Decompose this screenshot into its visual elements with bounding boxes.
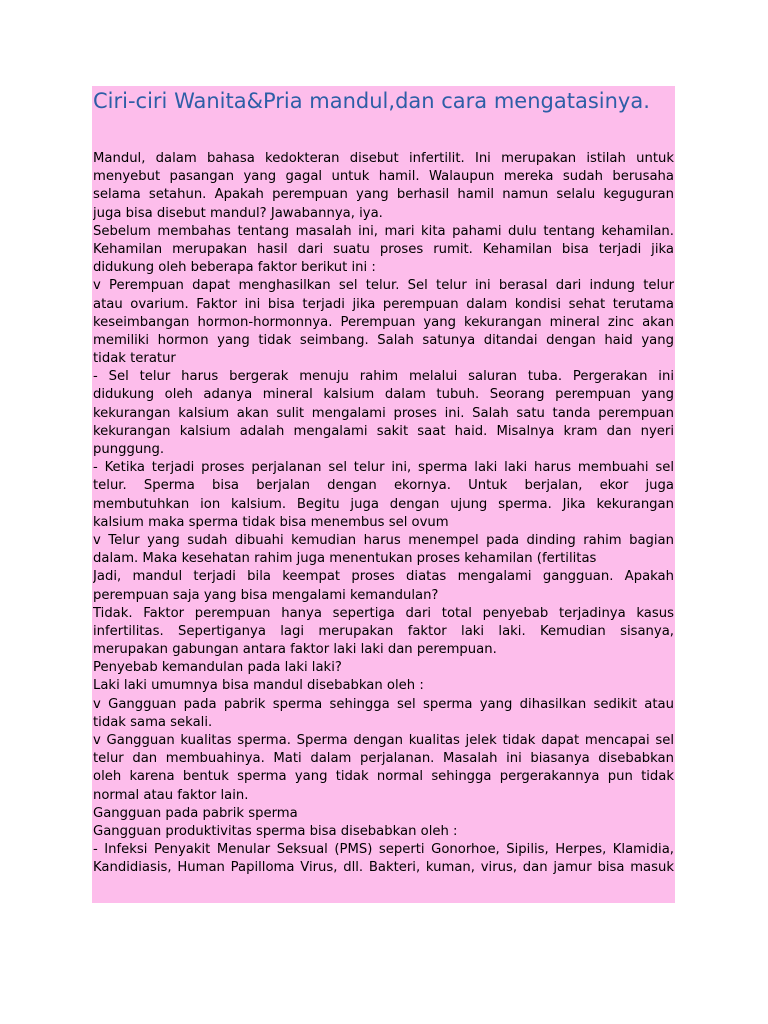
body-line: v Gangguan pada pabrik sperma sehingga sel sperma yang dihasilkan sedikit atau [93,696,674,712]
body-line: telur dan membuahinya. Mati dalam perjalanan. Masalah ini biasanya disebabkan [93,751,674,767]
body-line: juga bisa disebut mandul? Jawabannya, iya. [93,205,383,221]
body-line: v Perempuan dapat menghasilkan sel telur. Sel telur ini berasal dari indung telur [93,278,674,294]
body-line: perempuan saja yang bisa mengalami kemandulan? [93,587,439,603]
body-line: v Gangguan kualitas sperma. Sperma dengan kualitas jelek tidak dapat mencapai sel [93,733,674,748]
body-line: selama setahun. Apakah perempuan yang berhasil hamil namun selalu keguguran [93,187,674,203]
body-line: Laki laki umumnya bisa mandul disebabkan oleh : [93,678,424,694]
body-line: tidak sama sekali. [93,714,213,730]
body-line: kekurangan kalsium akan sulit mengalami proses ini. Salah satu tanda perempuan [93,405,674,421]
body-line: memiliki hormon yang tidak seimbang. Salah satunya ditandai dengan haid yang [93,332,674,348]
body-line: Jadi, mandul terjadi bila keempat proses diatas mengalami gangguan. Apakah [93,569,674,585]
body-line: Tidak. Faktor perempuan hanya sepertiga dari total penyebab terjadinya kasus [93,605,674,621]
body-line: tidak teratur [93,351,176,367]
highlighted-text-block [92,86,675,903]
body-line: v Telur yang sudah dibuahi kemudian harus menempel pada dinding rahim bagian [93,532,674,548]
body-line: kekurangan kalsium adalah mengalami sakit saat haid. Misalnya kram dan nyeri [93,423,674,439]
body-line: infertilitas. Sepertiganya lagi merupakan faktor laki laki. Kemudian sisanya, [93,623,674,639]
body-line: menyebut pasangan yang gagal untuk hamil. Walaupun mereka sudah berusaha [93,169,674,185]
body-line: telur. Sperma bisa berjalan dengan ekornya. Untuk berjalan, ekor juga [93,478,674,494]
body-line: - Sel telur harus bergerak menuju rahim melalui saluran tuba. Pergerakan ini [93,369,674,385]
body-line: normal atau faktor lain. [93,787,249,803]
body-line: Gangguan pada pabrik sperma [93,805,298,821]
body-line: Kehamilan merupakan hasil dari suatu proses rumit. Kehamilan bisa terjadi jika [93,241,674,257]
body-line: Sebelum membahas tentang masalah ini, mari kita pahami dulu tentang kehamilan. [93,223,674,239]
body-line: oleh karena bentuk sperma yang tidak normal sehingga pergerakannya pun tidak [93,769,674,785]
body-line: Mandul, dalam bahasa kedokteran disebut infertilit. Ini merupakan istilah untuk [93,151,674,166]
body-line: Penyebab kemandulan pada laki laki? [93,660,342,676]
body-line: punggung. [93,442,165,457]
body-line: merupakan gabungan antara faktor laki laki dan perempuan. [93,642,497,658]
body-line: Kandidiasis, Human Papilloma Virus, dll. Bakteri, kuman, virus, dan jamur bisa masuk [93,860,674,876]
body-line: didukung oleh beberapa faktor berikut ini : [93,260,376,276]
body-line: didukung oleh adanya mineral kalsium dalam tubuh. Seorang perempuan yang [93,387,674,403]
body-line: membutuhkan ion kalsium. Begitu juga dengan ujung sperma. Jika kekurangan [93,496,674,512]
body-line: atau ovarium. Faktor ini bisa terjadi jika perempuan dalam kondisi sehat terutama [93,296,674,312]
body-text [92,115,675,878]
body-line: Gangguan produktivitas sperma bisa disebabkan oleh : [93,823,458,839]
body-line: kalsium maka sperma tidak bisa menembus sel ovum [93,514,449,530]
body-line: - Infeksi Penyakit Menular Seksual (PMS) seperti Gonorhoe, Sipilis, Herpes, Klamidia, [93,842,674,858]
body-line: keseimbangan hormon-hormonnya. Perempuan yang kekurangan mineral zinc akan [93,314,674,330]
document-title: Ciri-ciri Wanita&Pria mandul,dan cara mengatasinya. [93,89,650,113]
body-line: - Ketika terjadi proses perjalanan sel telur ini, sperma laki laki harus membuahi sel [93,460,674,476]
body-line: dalam. Maka kesehatan rahim juga menentukan proses kehamilan (fertilitas [93,551,597,567]
